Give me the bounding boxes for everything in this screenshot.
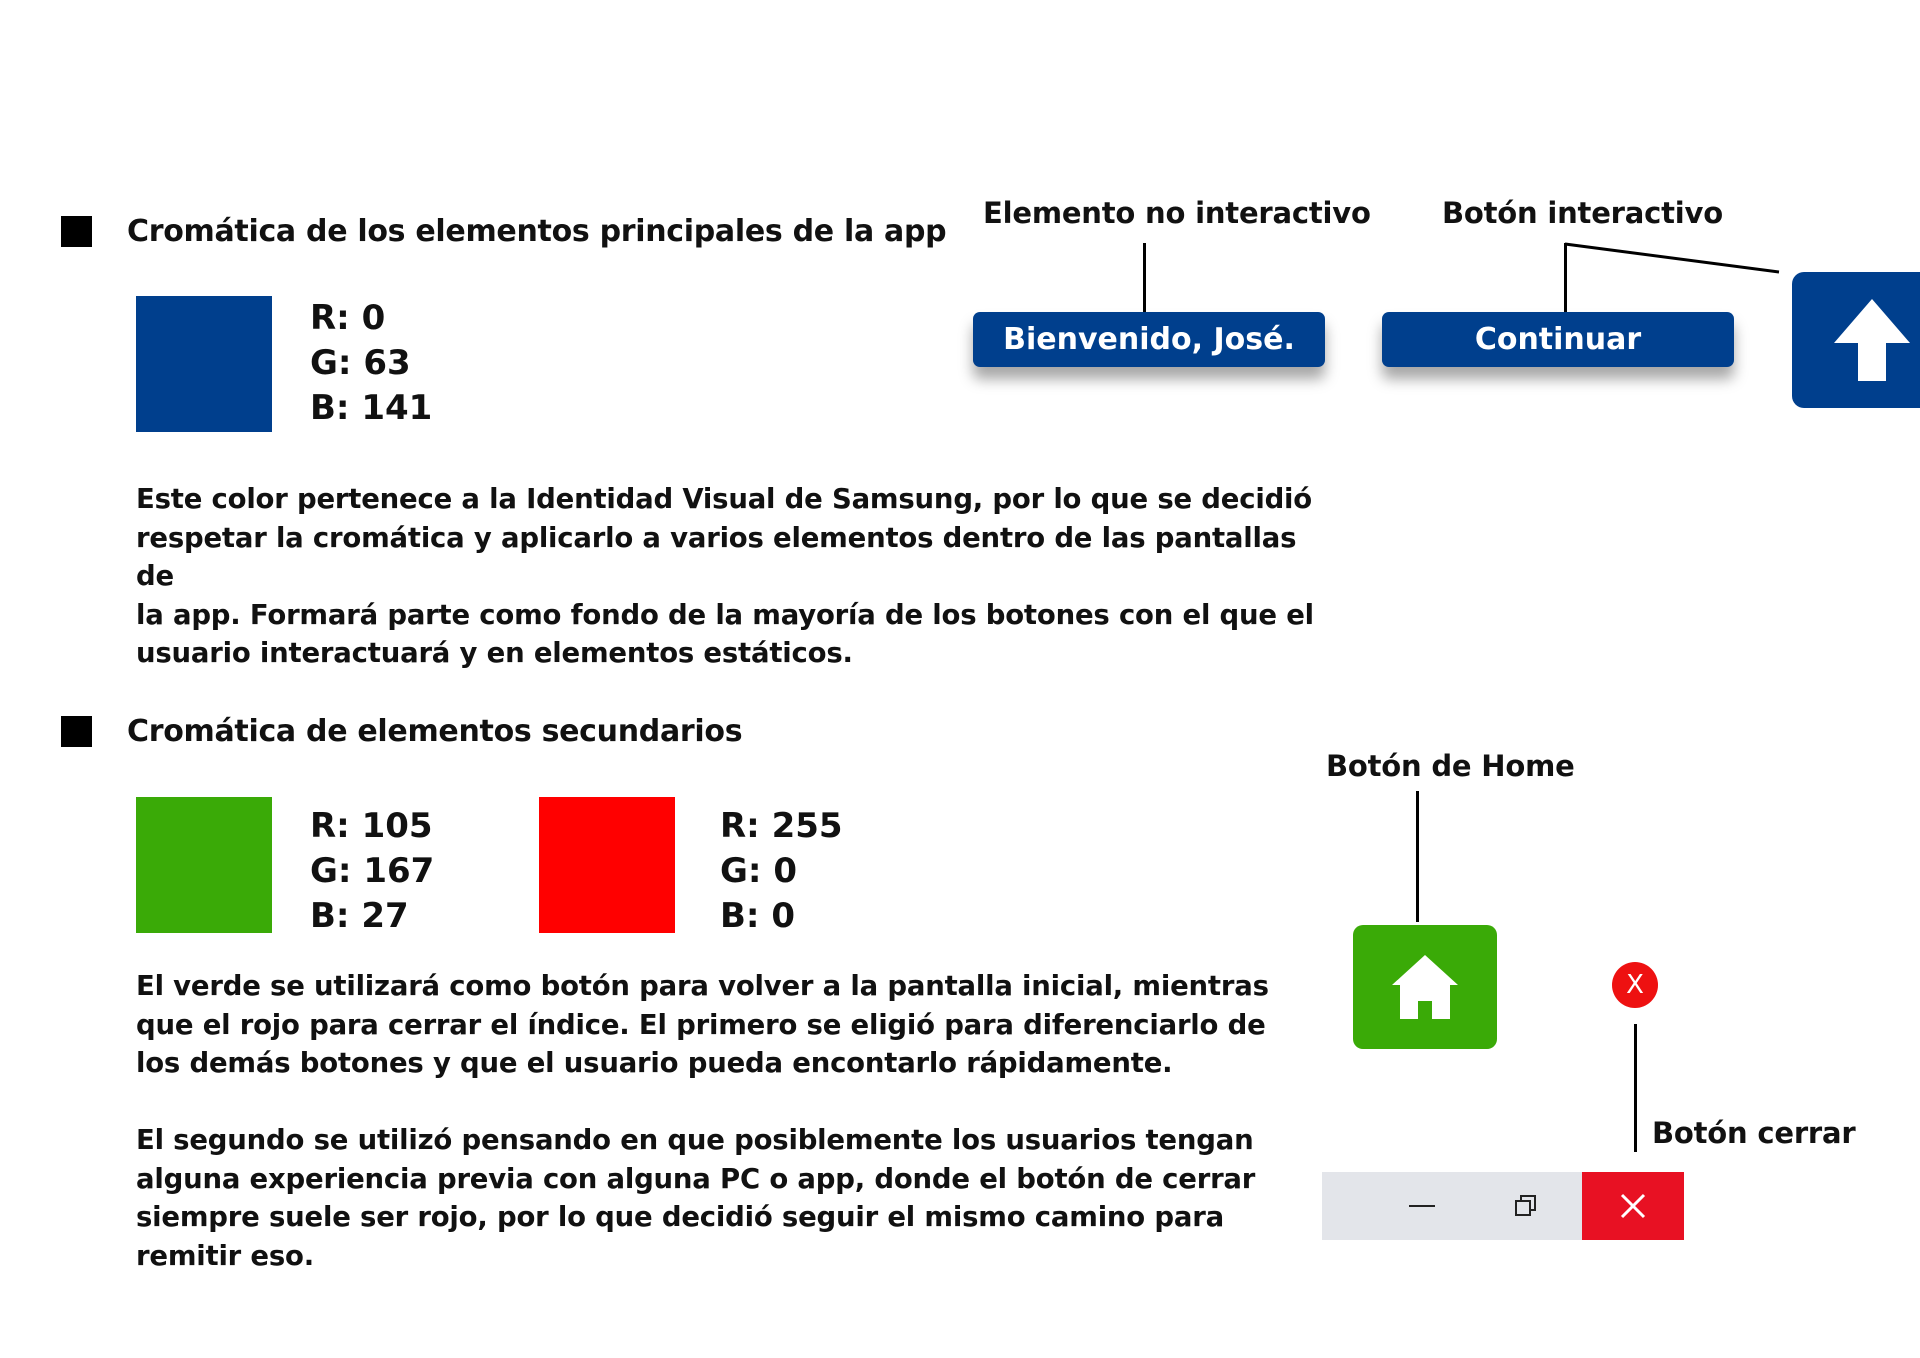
- paragraph-line: Este color pertenece a la Identidad Visual de Samsung, por lo que se decidió: [136, 483, 1312, 515]
- section-bullet: [61, 716, 92, 747]
- paragraph-line: que el rojo para cerrar el índice. El primero se eligió para diferenciarlo de: [136, 1008, 1266, 1041]
- label-close: Botón cerrar: [1652, 1116, 1856, 1150]
- blue-r-value: R: 0: [310, 298, 386, 338]
- label-non-interactive: Elemento no interactivo: [983, 196, 1371, 230]
- red-g-value: G: 0: [720, 851, 797, 891]
- pointer-line: [1634, 1024, 1637, 1152]
- paragraph-line: respetar la cromática y aplicarlo a varios elementos dentro de las pantallas de: [136, 521, 1297, 592]
- blue-swatch: [136, 296, 272, 432]
- minimize-icon: [1409, 1204, 1435, 1208]
- paragraph-line: los demás botones y que el usuario pueda encontarlo rápidamente.: [136, 1047, 1173, 1079]
- section-title-secondary: Cromática de elementos secundarios: [127, 714, 743, 749]
- paragraph-line: alguna experiencia previa con alguna PC o app, donde el botón de cerrar: [136, 1162, 1256, 1195]
- green-r-value: R: 105: [310, 806, 433, 846]
- section-title-main: Cromática de los elementos principales de la app: [127, 214, 947, 249]
- minimize-button[interactable]: [1374, 1172, 1470, 1240]
- main-color-paragraph: [136, 480, 1316, 673]
- close-icon: [1619, 1192, 1647, 1220]
- secondary-paragraph-2: [136, 1121, 1316, 1275]
- paragraph-line: siempre suele ser rojo, por lo que decidió seguir el mismo camino para: [136, 1201, 1224, 1233]
- window-close-button[interactable]: [1582, 1172, 1684, 1240]
- green-swatch: [136, 797, 272, 933]
- restore-icon: [1513, 1193, 1539, 1219]
- paragraph-line: remitir eso.: [136, 1239, 314, 1272]
- section-bullet: [61, 216, 92, 247]
- paragraph-line: El verde se utilizará como botón para volver a la pantalla inicial, mientras: [136, 970, 1269, 1002]
- continue-button[interactable]: Continuar: [1382, 312, 1734, 367]
- red-r-value: R: 255: [720, 806, 843, 846]
- restore-button[interactable]: [1474, 1172, 1578, 1240]
- green-g-value: G: 167: [310, 851, 435, 891]
- pointer-line-diagonal: [1562, 240, 1782, 280]
- up-arrow-icon: [1832, 297, 1912, 383]
- pointer-line: [1143, 243, 1146, 312]
- green-rgb-values: [310, 804, 434, 939]
- label-home: Botón de Home: [1326, 749, 1575, 783]
- paragraph-line: usuario interactuará y en elementos estáticos.: [136, 637, 853, 669]
- green-b-value: B: 27: [310, 896, 409, 936]
- blue-rgb-values: [310, 296, 432, 431]
- red-rgb-values: [720, 804, 843, 939]
- welcome-pill: Bienvenido, José.: [973, 312, 1325, 367]
- home-icon: [1390, 953, 1460, 1021]
- secondary-paragraph-1: [136, 967, 1316, 1083]
- paragraph-line: la app. Formará parte como fondo de la mayoría de los botones con el que el: [136, 598, 1314, 631]
- close-circle-button[interactable]: X: [1612, 962, 1658, 1008]
- scroll-up-button[interactable]: [1792, 272, 1920, 408]
- home-button[interactable]: [1353, 925, 1497, 1049]
- blue-b-value: B: 141: [310, 388, 433, 428]
- pointer-line: [1416, 791, 1419, 922]
- red-b-value: B: 0: [720, 896, 796, 936]
- label-interactive: Botón interactivo: [1442, 196, 1723, 230]
- window-titlebar: [1322, 1172, 1684, 1240]
- paragraph-line: El segundo se utilizó pensando en que posiblemente los usuarios tengan: [136, 1124, 1254, 1156]
- red-swatch: [539, 797, 675, 933]
- blue-g-value: G: 63: [310, 343, 411, 383]
